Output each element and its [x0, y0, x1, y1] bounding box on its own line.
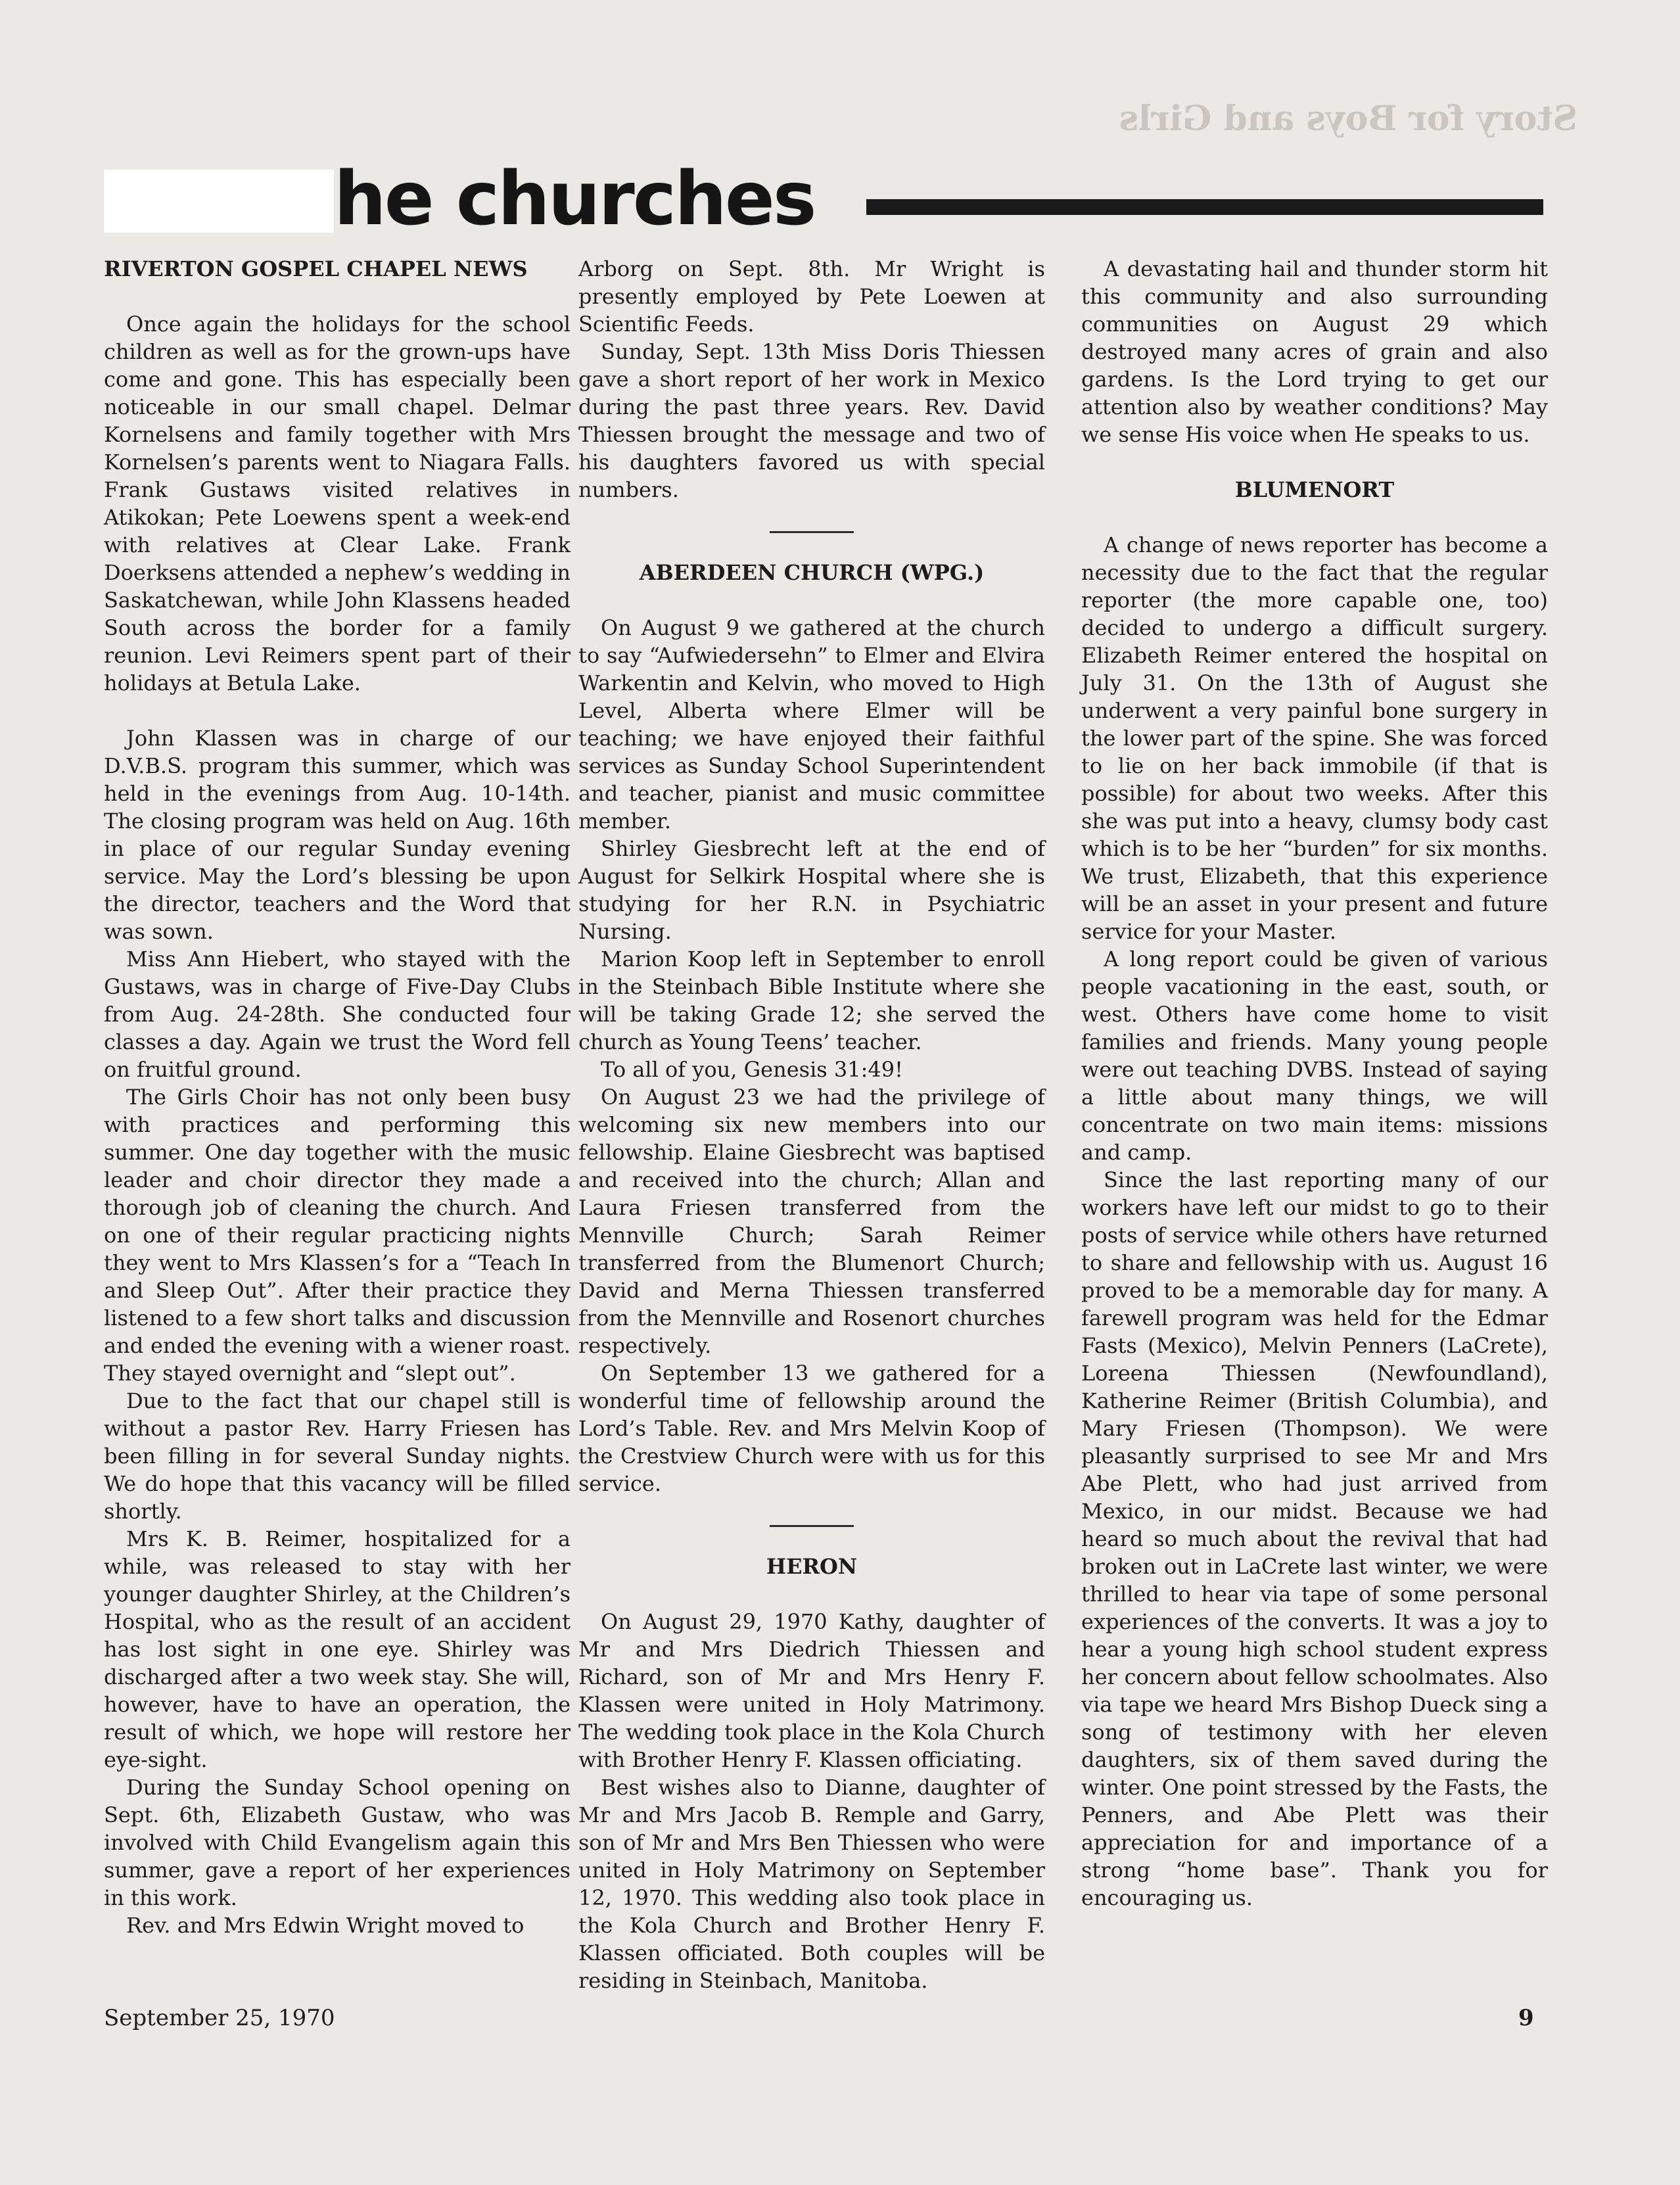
paragraph: Once again the holidays for the school children as well as for the grown-ups have come and gone. This has especially been noticeable in our small chapel. Delmar Kornelsens and family together with Mrs Kornelsen’s parents went to Niagara Falls. Frank Gustaws visited relatives in Atikokan; Pete Loewens spent a week-end with relatives at Clear Lake. Frank Doerksens attended a nephew’s wedding in Saskatchewan, while John Klassens headed South across the border for a family reunion. Levi Reimers spent part of their holidays at Betula Lake.: [104, 312, 571, 695]
heading-rule: [866, 199, 1543, 215]
paragraph: The Girls Choir has not only been busy with practices and performing this summer. One day together with the music leader and choir director they made a thorough job of cleaning the church. And on one of their regular practicing nights they went to Mrs Klassen’s for a “Teach In and Sleep Out”. After their practice they listened to a few short talks and discussion and ended the evening with a wiener roast. They stayed overnight and “slept out”.: [104, 1085, 571, 1386]
paragraph: On September 13 we gathered for a wonderful time of fellowship around the Lord’s Table. Rev. and Mrs Melvin Koop of the Crestview Church were with us for this service.: [578, 1361, 1045, 1496]
paragraph: Shirley Giesbrecht left at the end of August for Selkirk Hospital where she is studying for her R.N. in Psychiatric Nursing.: [578, 836, 1045, 944]
paragraph: Arborg on Sept. 8th. Mr Wright is presently employed by Pete Loewen at Scientific Feeds.: [578, 256, 1045, 337]
paragraph: On August 23 we had the privilege of welcoming six new members into our fellowship. Elaine Giesbrecht was baptised and received into the church; Allan and Laura Friesen transferred from the Mennville Church; Sarah Reimer transferred from the Blumenort Church; David and Merna Thiessen transferred from the Mennville and Rosenort churches respectively.: [578, 1085, 1045, 1358]
column-2: [578, 255, 1045, 1994]
paragraph: Rev. and Mrs Edwin Wright moved to: [126, 1913, 525, 1938]
section-divider: [770, 531, 854, 559]
paragraph: Sunday, Sept. 13th Miss Doris Thiessen gave a short report of her work in Mexico during the past three years. Rev. David Thiessen brought the message and two of his daughters favored us with special numbers.: [578, 339, 1045, 502]
spacer: [104, 283, 571, 310]
section-heading-riverton: RIVERTON GOSPEL CHAPEL NEWS: [104, 256, 528, 281]
paragraph: Best wishes also to Dianne, daughter of Mr and Mrs Jacob B. Remple and Garry, son of Mr and Mrs Ben Thiessen who were united in Holy Matrimony on September 12, 1970. This wedding also took place in the Kola Church and Brother Henry F. Klassen officiated. Both couples will be residing in Steinbach, Manitoba.: [578, 1775, 1045, 1993]
spacer: [578, 504, 1045, 531]
paragraph: A devastating hail and thunder storm hit this community and also surrounding communities on August 29 which destroyed many acres of grain and also gardens. Is the Lord trying to get our attention also by weather conditions? May we sense His voice when He speaks to us.: [1081, 256, 1548, 447]
section-heading-aberdeen: ABERDEEN CHURCH (WPG.): [639, 560, 985, 585]
paragraph: Since the last reporting many of our workers have left our midst to go to their posts of service while others have returned to share and fellowship with us. August 16 proved to be a memorable day for many. A farewell program was held for the Edmar Fasts (Mexico), Melvin Penners (LaCrete), Loreena Thiessen (Newfoundland), Katherine Reimer (British Columbia), and Mary Friesen (Thompson). We were pleasantly surprised to see Mr and Mrs Abe Plett, who had just arrived from Mexico, in our midst. Because we had heard so much about the revival that had broken out in LaCrete last winter, we were thrilled to hear via tape of some personal experiences of the converts. It was a joy to hear a young high school student express her concern about fellow schoolmates. Also via tape we heard Mrs Bishop Dueck sing a song of testimony with her eleven daughters, six of them saved during the winter. One point stressed by the Fasts, the Penners, and Abe Plett was their appreciation for and importance of a strong “home base”. Thank you for encouraging us.: [1081, 1167, 1548, 1910]
paragraph: Marion Koop left in September to enroll in the Steinbach Bible Institute where she will be taking Grade 12; she served the church as Young Teens’ teacher.: [578, 947, 1045, 1054]
issue-date: September 25, 1970: [104, 2005, 335, 2031]
column-3: [1081, 255, 1548, 1912]
spacer: [578, 586, 1045, 614]
paragraph: To all of you, Genesis 31:49!: [601, 1057, 903, 1082]
paragraph: A change of news reporter has become a necessity due to the fact that the regular reporter (the more capable one, too) decided to undergo a difficult surgery. Elizabeth Reimer entered the hospital on July 31. On the 13th of August she underwent a very painful bone surgery in the lower part of the spine. She was forced to lie on her back immobile (if that is possible) for about two weeks. After this she was put into a heavy, clumsy body cast which is to be her “burden” for six months. We trust, Elizabeth, that this experience will be an asset in your present and future service for your Master.: [1081, 532, 1548, 944]
masked-region: [104, 170, 334, 233]
page-heading: he churches: [334, 156, 815, 242]
page-number: 9: [1518, 2005, 1534, 2031]
spacer: [1081, 504, 1548, 531]
section-heading-heron: HERON: [766, 1554, 858, 1579]
paragraph: On August 29, 1970 Kathy, daughter of Mr and Mrs Diedrich Thiessen and Richard, son of Mr and Mrs Henry F. Klassen were united in Holy Matrimony. The wedding took place in the Kola Church with Brother Henry F. Klassen officiating.: [578, 1609, 1045, 1772]
paragraph: During the Sunday School opening on Sept. 6th, Elizabeth Gustaw, who was involved with Child Evangelism again this summer, gave a report of her experiences in this work.: [104, 1775, 571, 1910]
column-1: [104, 255, 571, 1939]
section-divider: [770, 1525, 854, 1553]
paragraph: On August 9 we gathered at the church to say “Aufwiedersehn” to Elmer and Elvira Warkentin and Kelvin, who moved to High Level, Alberta where Elmer will be teaching; we have enjoyed their faithful services as Sunday School Superintendent and teacher, pianist and music committee member.: [578, 615, 1045, 834]
paragraph: Due to the fact that our chapel still is without a pastor Rev. Harry Friesen has been filling in for several Sunday nights. We do hope that this vacancy will be filled shortly.: [104, 1388, 571, 1524]
paragraph: A long report could be given of various people vacationing in the east, south, or west. Others have come home to visit families and friends. Many young people were out teaching DVBS. Instead of saying a little about many things, we will concentrate on two main items: missions and camp.: [1081, 947, 1548, 1165]
paragraph: Mrs K. B. Reimer, hospitalized for a while, was released to stay with her younger daughter Shirley, at the Children’s Hospital, who as the result of an accident has lost sight in one eye. Shirley was discharged after a two week stay. She will, however, have to have an operation, the result of which, we hope will restore her eye-sight.: [104, 1526, 571, 1772]
section-heading-blumenort: BLUMENORT: [1234, 477, 1395, 502]
paragraph: John Klassen was in charge of our D.V.B.S. program this summer, which was held in the evenings from Aug. 10-14th. The closing program was held on Aug. 16th in place of our regular Sunday evening service. May the Lord’s blessing be upon the director, teachers and the Word that was sown.: [104, 726, 571, 944]
spacer: [1081, 448, 1548, 476]
spacer: [578, 1580, 1045, 1608]
paragraph: Miss Ann Hiebert, who stayed with the Gustaws, was in charge of Five-Day Clubs from Aug. 24-28th. She conducted four classes a day. Again we trust the Word fell on fruitful ground.: [104, 947, 571, 1082]
spacer: [578, 1497, 1045, 1525]
bleed-through-text: Story for Boys and Girls: [1119, 99, 1577, 139]
